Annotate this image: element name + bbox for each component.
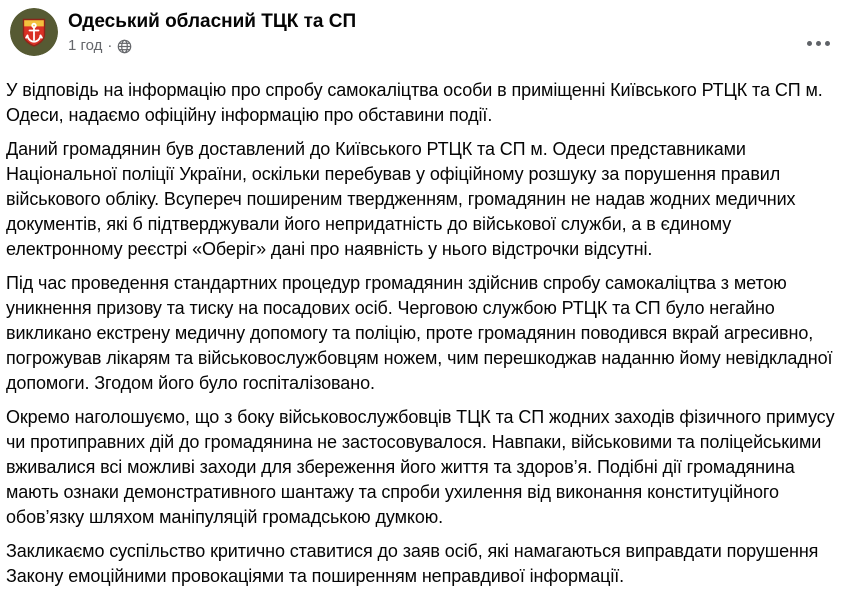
- page-avatar[interactable]: [10, 8, 58, 56]
- post-header: [0, 0, 849, 60]
- timestamp-separator: ·: [107, 37, 113, 54]
- post-header-meta: [68, 8, 801, 55]
- odesa-tcc-emblem-icon: [10, 43, 58, 56]
- post-paragraph: Закликаємо суспільство критично ставитися до заяв осіб, які намагаються виправдати порушення Закону емоційними провокаціями та поширенням неправдивої інформації.: [6, 541, 819, 586]
- globe-privacy-icon: [117, 39, 132, 54]
- post-paragraph: Даний громадянин був доставлений до Київського РТЦК та СП м. Одеси представниками Національної поліції України, оскільки перебував у офіційному розшуку за порушення правил військового обліку. Всупереч поширеним твердженням, громадянин не надав жодних медичних документів, які б підтверджували його непридатність до військової служби, а в єдиному електронному реєстрі «Оберіг» дані про наявність у нього відстрочки відсутні.: [6, 139, 796, 259]
- ellipsis-icon: [807, 41, 830, 46]
- post-paragraph: У відповідь на інформацію про спробу самокаліцтва особи в приміщенні Київського РТЦК та СП м. Одеси, надаємо офіційну інформацію про обставини події.: [6, 80, 823, 125]
- post-timestamp[interactable]: 1 год: [68, 37, 103, 54]
- page-name-link[interactable]: Одеський обласний ТЦК та СП: [68, 11, 357, 32]
- post-options-button[interactable]: [801, 26, 835, 60]
- post-paragraph: Окремо наголошуємо, що з боку військовослужбовців ТЦК та СП жодних заходів фізичного примусу чи протиправних дій до громадянина не застосовувалося. Навпаки, військовими та поліцейськими вживалися всі можливі заходи для збереження його життя та здоров’я. Подібні дії громадянина мають ознаки демонстративного шантажу та спроби ухилення від виконання конституційного обов’язку шляхом маніпуляцій громадською думкою.: [6, 407, 835, 527]
- post-meta-row: [68, 37, 801, 55]
- post-paragraph: Під час проведення стандартних процедур громадянин здійснив спробу самокаліцтва з метою уникнення призову та тиску на посадових осіб. Черговою службою РТЦК та СП було негайно викликано екстрену медичну допомогу та поліцію, проте громадянин поводився вкрай агресивно, погрожував лікарям та військовослужбовцям ножем, чим перешкоджав наданню йому невідкладної допомоги. Згодом його було госпіталізовано.: [6, 273, 833, 393]
- post-body: [0, 60, 849, 589]
